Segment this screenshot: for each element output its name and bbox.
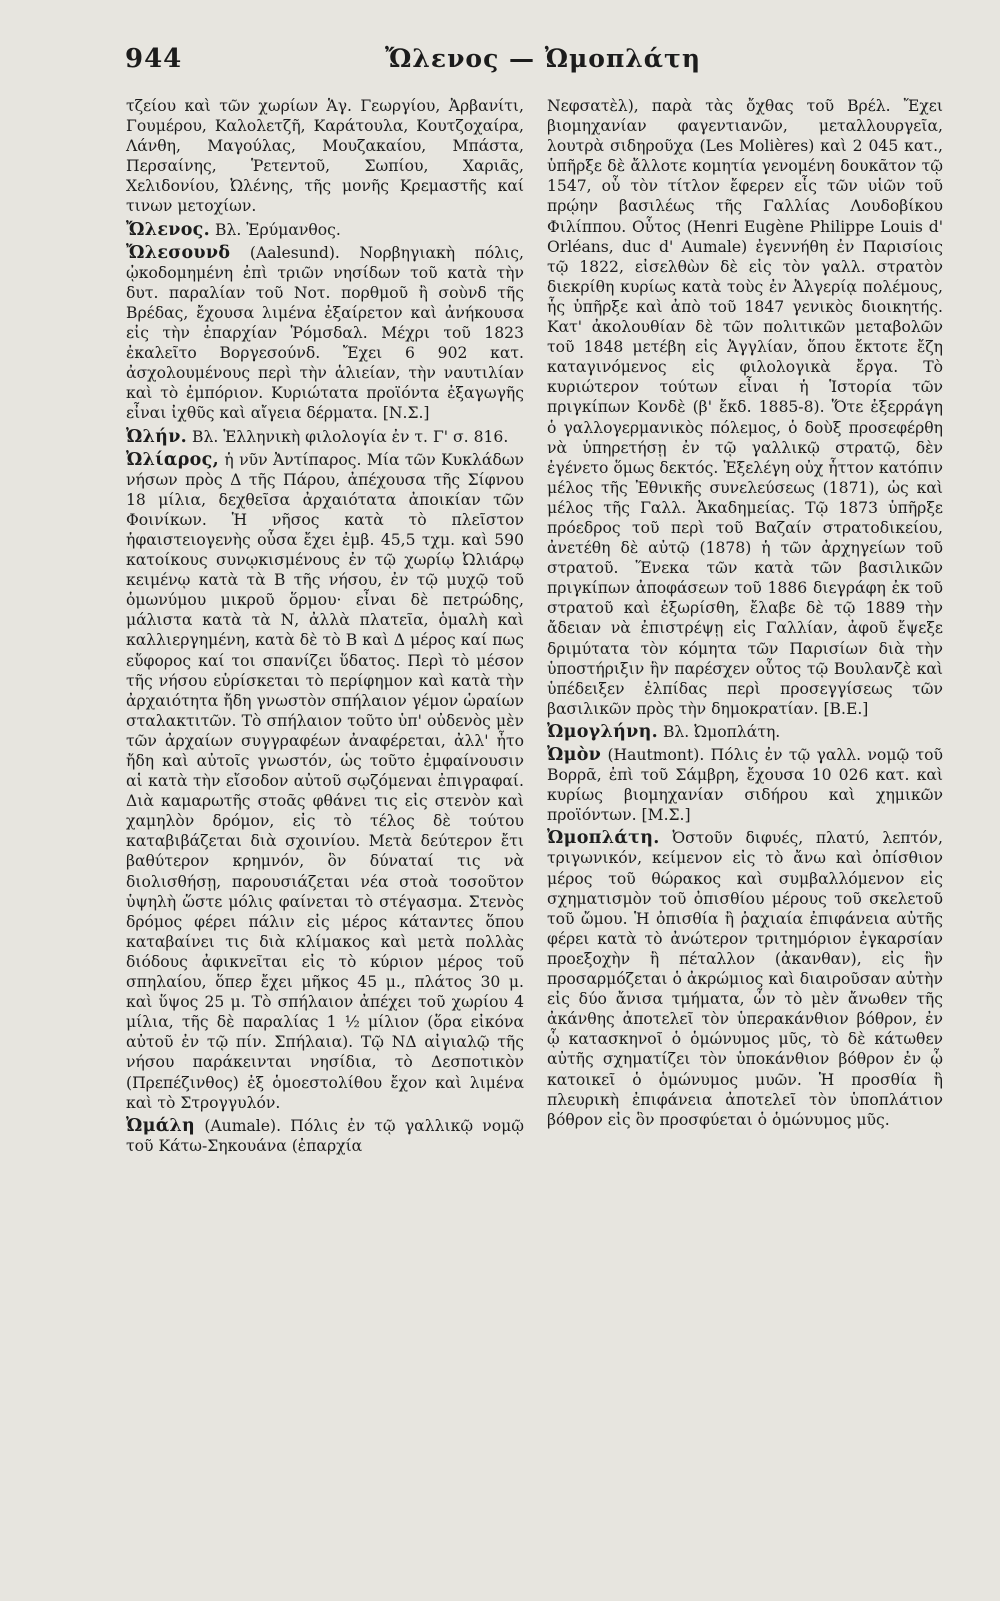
entry-text: (Aumale). Πόλις ἐν τῷ γαλλικῷ νομῷ τοῦ Κάτω-Σηκουάνα (ἐπαρχία [126, 1116, 524, 1155]
entry-headword: Ὠλίαρος, [126, 449, 219, 470]
entry-headword: Ὠλήν. [126, 426, 188, 447]
entry-headword: Ὠμογλήνη. [547, 721, 658, 742]
page-header [125, 40, 940, 80]
running-head: Ὤλενος — Ὠμοπλάτη [385, 44, 702, 73]
entry-text: (Aalesund). Νορβηγιακὴ πόλις, ᾠκοδομημένη ἐπὶ τριῶν νησίδων τοῦ κατὰ τὴν δυτ. παραλίαν τοῦ Νοτ. πορθμοῦ ἢ σοὺνδ τῆς Βρέδας, ἔχουσα λιμένα ἐξαίρετον καὶ ἀνήκουσα εἰς τὴν ἐπαρχίαν Ῥόμσδαλ. Μέχρι τοῦ 1823 ἐκαλεῖτο Βοργεσούνδ. Ἔχει 6 902 κατ. ἀσχολουμένους περὶ τὴν ἁλιείαν, τὴν ναυτιλίαν καὶ τὸ ἐμπόριον. Κυριώτατα προϊόντα ἐξαγωγῆς εἶναι ἰχθῦς καὶ αἴγεια δέρματα. [Ν.Σ.] [126, 243, 524, 423]
entry-text: Βλ. Ἑλληνικὴ φιλολογία ἐν τ. Γ' σ. 816. [192, 427, 509, 446]
entry-text: τζείου καὶ τῶν χωρίων Ἁγ. Γεωργίου, Ἀρβανίτι, Γουμέρου, Καλολετζῆ, Καράτουλα, Κουτζοχαίρα, Λάνθη, Μαγούλας, Μουζακαίου, Μπάστα, Περσαίνης, Ῥετεντοῦ, Σωπίου, Χαριᾶς, Χελιδονίου, Ὠλένης, τῆς μονῆς Κρεμαστῆς καί τινων μετοχίων. [126, 97, 524, 216]
entry-olesound [126, 243, 524, 424]
entry-oliaros [126, 450, 524, 1113]
entry-omali [126, 1116, 524, 1156]
entry-omogleni [547, 722, 943, 742]
entry-text: (Hautmont). Πόλις ἐν τῷ γαλλ. νομῷ τοῦ Βορρᾶ, ἐπὶ τοῦ Σάμβρη, ἔχουσα 10 026 κατ. καὶ κυρίως βιομηχανίαν σιδήρου καὶ χημικῶν προϊόντων. [Μ.Σ.] [547, 746, 943, 825]
entry-olenos [126, 220, 524, 240]
entry-omoplati [547, 828, 943, 1129]
entry-headword: Ὠμάλη [126, 1115, 196, 1136]
page-number: 944 [125, 44, 183, 74]
entry-olen [126, 427, 524, 447]
entry-text: Ὀστοῦν διφυές, πλατύ, λεπτόν, τριγωνικόν, κείμενον εἰς τὸ ἄνω καὶ ὀπίσθιον μέρος τοῦ θώρακος καὶ συμβαλλόμενον εἰς σχηματισμὸν τοῦ ὀπισθίου μέρους τοῦ σκελετοῦ τοῦ ὤμου. Ἡ ὀπισθία ἢ ῥαχιαία ἐπιφάνεια αὐτῆς φέρει κατὰ τὸ ἀνώτερον τριτημόριον ἐγκαρσίαν προεξοχὴν ἢ πέταλλον (ἀκανθαν), εἰς ἣν προσαρμόζεται ὁ ἀκρώμιος καὶ διαιροῦσαν αὐτὴν εἰς δύο ἄνισα τμήματα, ὧν τὸ μὲν ἄνωθεν τῆς ἀκάνθης ἀποτελεῖ τὸν ὑπερακάνθιον βόθρον, ἐν ᾧ κατασκηνοῖ ὁ ὁμώνυμος μῦς, τὸ δὲ κάτωθεν αὐτῆς σχηματίζει τὸν ὑποκάνθιον βόθρον ἐν ᾧ κατοικεῖ ὁ ὁμώνυμος μυῶν. Ἡ προσθία ἢ πλευρικὴ ἐπιφάνεια ἀποτελεῖ τὸν ὑποπλάτιον βόθρον εἰς ὃν προσφύεται ὁ ὁμώνυμος μῦς. [547, 829, 943, 1129]
entry-omali-continuation [547, 96, 943, 719]
entry-headword: Ὠμὸν [547, 745, 602, 765]
entry-text: ἡ νῦν Ἀντίπαρος. Μία τῶν Κυκλάδων νήσων πρὸς Δ τῆς Πάρου, ἀπέχουσα τῆς Σίφνου 18 μίλια, δεχθεῖσα ἀρχαιότατα ἀποικίαν τῶν Φοινίκων. Ἡ νῆσος κατὰ τὸ πλεῖστον ἡφαιστειογενὴς οὖσα ἔχει ἐμβ. 45,5 τχμ. καὶ 590 κατοίκους συνῳκισμένους ἐν τῷ χωρίῳ Ὠλιάρῳ κειμένῳ κατὰ τὰ Β τῆς νήσου, ἐν τῷ μυχῷ τοῦ ὁμωνύμου μικροῦ ὅρμου· εἶναι δὲ πετρώδης, μάλιστα κατὰ τὰ Ν, ἀλλὰ πλατεῖα, ὁμαλὴ καὶ καλλιεργημένη, κατὰ δὲ τὸ Β καὶ Δ μέρος καί πως εὔφορος καί τοι σπανίζει ὕδατος. Περὶ τὸ μέσον τῆς νήσου εὑρίσκεται τὸ περίφημον καὶ κατὰ τὴν ἀρχαιότητα ἤδη γνωστὸν σπήλαιον γέμον ὡραίων σταλακτιτῶν. Τὸ σπήλαιον τοῦτο ὑπ' οὐδενὸς μὲν τῶν ἀρχαίων συγγραφέων ἀναφέρεται, ἀλλ' ἦτο ἤδη καὶ αὐτοῖς γνωστόν, ὡς τοῦτο ἐμφαίνουσιν αἱ κατὰ τὴν εἴσοδον αὐτοῦ σῳζόμεναι ἐπιγραφαί. Διὰ καμαρωτῆς στοᾶς φθάνει τις εἰς στενὸν καὶ χαμηλὸν δρόμον, εἰς τὸ τέλος δὲ τούτου καταβιβάζεται διὰ σχοινίου. Μετὰ δεύτερον ἔτι βαθύτερον κρημνόν, ὃν δύναταί τις νὰ διολισθήσῃ, παρουσιάζεται νέα στοὰ τοσοῦτον ὑψηλὴ ὥστε μόλις φαίνεται τὸ στέγασμα. Στενὸς δρόμος φέρει πάλιν εἰς μέρος κάταντες ὅπου καταβαίνει τις διὰ κλίμακος καὶ μετὰ πολλὰς διόδους ἀφικνεῖται εἰς τὸ κύριον μέρος τοῦ σπηλαίου, ὅπερ ἔχει μῆκος 45 μ., πλάτος 30 μ. καὶ ὕψος 25 μ. Τὸ σπήλαιον ἀπέχει τοῦ χωρίου 4 μίλια, τῆς δὲ παραλίας 1 ½ μίλιον (ὅρα εἰκόνα αὐτοῦ ἐν τῷ πίν. Σπήλαια). Τῷ ΝΔ αἰγιαλῷ τῆς νήσου παράκεινται νησίδια, τὸ Δεσποτικὸν (Πρεπέζινθος) ἐξ ὁμοεστολίθου ἔχον καὶ λιμένα καὶ τὸ Στρογγυλόν. [126, 450, 524, 1112]
entry-continuation [126, 96, 524, 217]
right-column [547, 96, 943, 1130]
entry-headword: Ὠμοπλάτη. [547, 828, 660, 849]
entry-text: Νεφσατὲλ), παρὰ τὰς ὄχθας τοῦ Βρέλ. Ἔχει βιομηχανίαν φαγεντιανῶν, μεταλλουργεῖα, λουτρὰ σιδηροῦχα (Les Molières) καὶ 2 045 κατ., ὑπῆρξε δὲ ἄλλοτε κομητία γενομένη δουκᾶτον τῷ 1547, οὗ τὸν τίτλον ἔφερεν εἷς τῶν υἱῶν τοῦ πρῴην βασιλέως τῆς Γαλλίας Λουδοβίκου Φιλίππου. Οὗτος (Henri Eugène Philippe Louis d' Orléans, duc d' Aumale) ἐγεννήθη ἐν Παρισίοις τῷ 1822, εἰσελθὼν δὲ εἰς τὸν γαλλ. στρατὸν διεκρίθη κυρίως κατὰ τοὺς ἐν Ἀλγερίᾳ πολέμους, ἧς ὑπῆρξε καὶ ἀπὸ τοῦ 1847 γενικὸς διοικητής. Κατ' ἀκολουθίαν δὲ τῶν πολιτικῶν μεταβολῶν τοῦ 1848 μετέβη εἰς Ἀγγλίαν, ὅπου ἔκτοτε ἔζη καταγινόμενος εἰς φιλολογικὰ ἔργα. Τὸ κυριώτερον τούτων εἶναι ἡ Ἱστορία τῶν πριγκίπων Κονδὲ (β' ἔκδ. 1885-8). Ὅτε ἐξερράγη ὁ γαλλογερμανικὸς πόλεμος, ὁ δοὺξ προσεφέρθη νὰ ὑπηρετήσῃ ἐν τῷ γαλλικῷ στρατῷ, δὲν ἐγένετο ὅμως δεκτός. Ἐξελέγη οὐχ ἧττον κατόπιν μέλος τῆς Ἐθνικῆς συνελεύσεως (1871), ὡς καὶ μέλος τῆς Γαλλ. Ἀκαδημείας. Τῷ 1873 ὑπῆρξε πρόεδρος τοῦ περὶ τοῦ Βαζαίν στρατοδικείου, ἀνετέθη δὲ αὐτῷ (1878) ἡ τῶν ἀρχηγείων τοῦ στρατοῦ. Ἕνεκα τῶν κατὰ τῶν βασιλικῶν πριγκίπων ἀποφάσεων τοῦ 1886 διεγράφη ἐκ τοῦ στρατοῦ καὶ ἐξωρίσθη, ἔλαβε δὲ τῷ 1889 τὴν ἄδειαν νὰ ἐπιστρέψῃ εἰς Γαλλίαν, ἀφοῦ ἔψεξε δριμύτατα τὸν κόμητα τῶν Παρισίων διὰ τὴν ὑποστήριξιν ἣν παρέσχεν οὗτος τῷ Βουλανζὲ καὶ ὑπέδειξεν ἐλπίδας περὶ προσεγγίσεως τῶν βασιλικῶν πρὸς τὴν δημοκρατίαν. [Β.Ε.] [547, 97, 943, 718]
entry-text: Βλ. Ἐρύμανθος. [215, 220, 341, 239]
entry-headword: Ὤλενος. [126, 219, 211, 240]
left-column [126, 96, 524, 1156]
entry-text: Βλ. Ὠμοπλάτη. [662, 722, 781, 741]
entry-omon [547, 745, 943, 825]
entry-headword: Ὤλεσουνδ [126, 242, 231, 263]
